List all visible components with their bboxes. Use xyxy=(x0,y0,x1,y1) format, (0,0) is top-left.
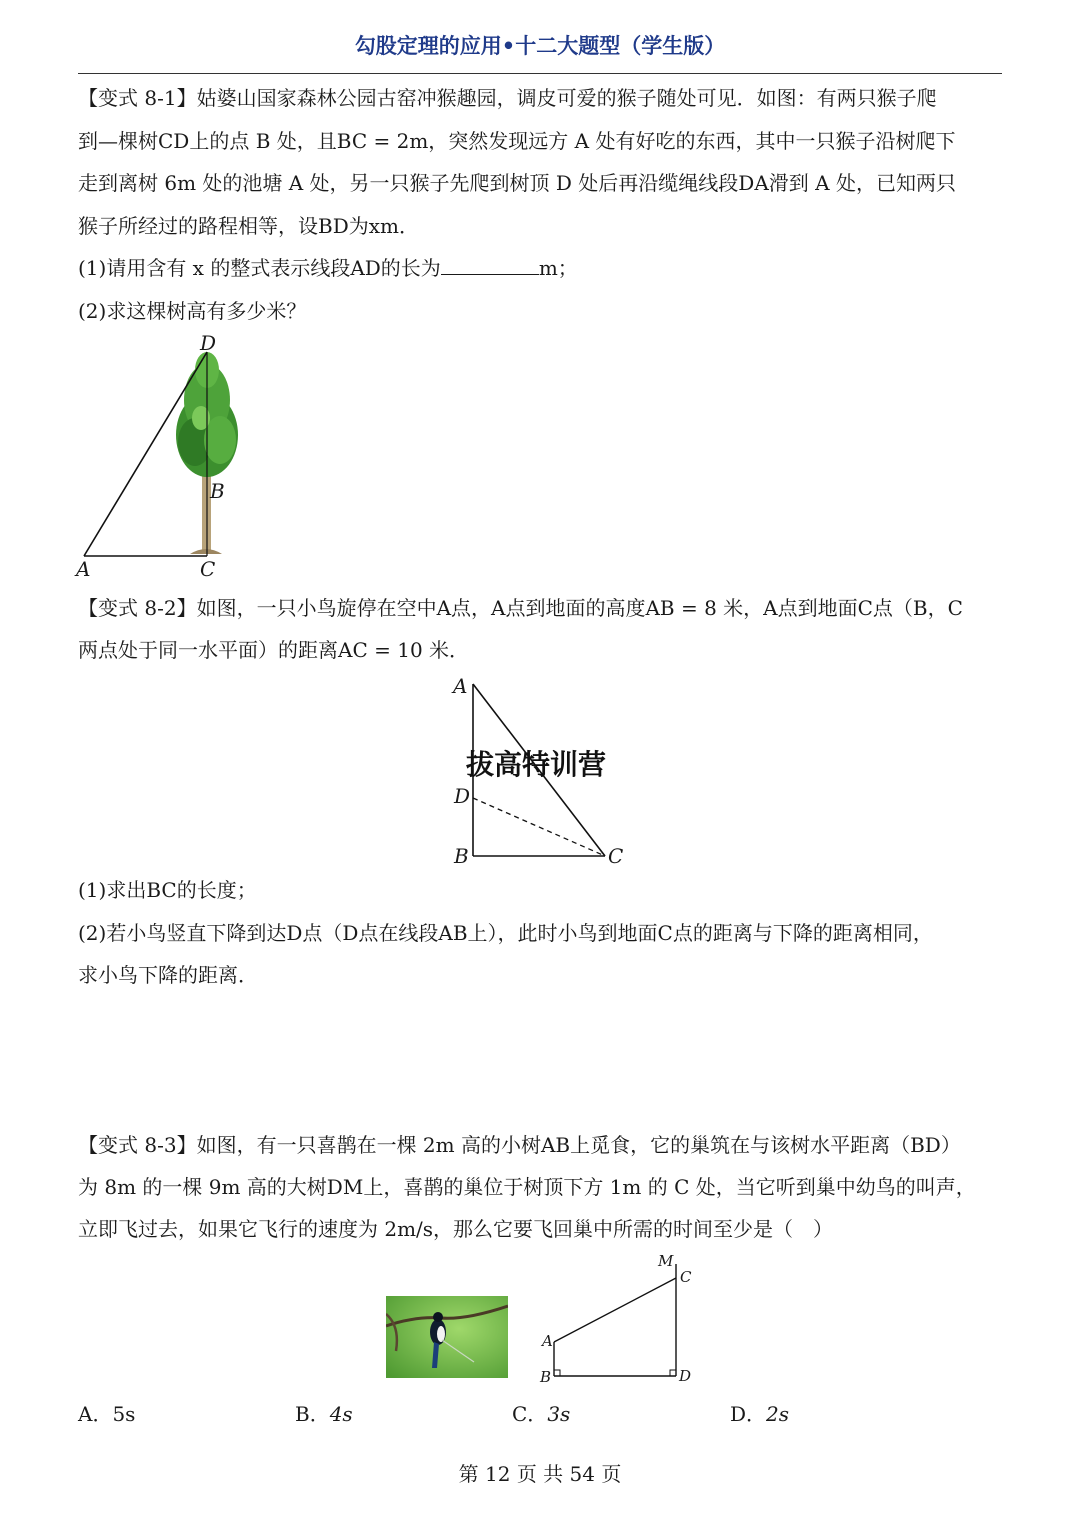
segment-ac xyxy=(554,1278,676,1342)
problem-8-1-question-2: (2)求这棵树高有多少米？ xyxy=(78,299,307,323)
problem-8-1-line-4: 猴子所经过的路程相等，设BD为xm． xyxy=(78,214,419,238)
label-a: A xyxy=(542,1332,553,1350)
right-angle-b xyxy=(554,1370,560,1376)
label-b: B xyxy=(210,479,225,503)
label-b: B xyxy=(454,844,469,868)
problem-8-1-line-3: 走到离树 6m 处的池塘 A 处，另一只猴子先爬到树顶 D 处后再沿缆绳线段DA滑到 A 处，已知两只 xyxy=(78,171,956,195)
problem-8-2-question-1: (1)求出BC的长度； xyxy=(78,878,257,902)
question-1-text: (1)请用含有 x 的整式表示线段AD的长为 xyxy=(78,256,441,280)
option-b-value: 4s xyxy=(329,1402,353,1426)
problem-8-3-line-3: 立即飞过去，如果它飞行的速度为 2m/s，那么它要飞回巢中所需的时间至少是（ ） xyxy=(78,1217,834,1241)
label-d: D xyxy=(679,1367,692,1385)
problem-8-2-line-2: 两点处于同一水平面）的距离AC = 10 米． xyxy=(78,638,470,662)
option-c-letter: C． xyxy=(512,1402,548,1426)
header-divider xyxy=(78,73,1002,74)
magpie-photo xyxy=(386,1296,508,1378)
tree-triangle-figure xyxy=(70,330,260,585)
option-c-value: 3s xyxy=(547,1402,571,1426)
segment-dc-dashed xyxy=(473,798,605,856)
option-a[interactable] xyxy=(78,1400,135,1428)
label-d: D xyxy=(454,784,471,808)
label-c: C xyxy=(680,1268,692,1286)
magpie-distance-figure xyxy=(532,1250,702,1390)
right-angle-d xyxy=(670,1370,676,1376)
label-c: C xyxy=(200,557,216,581)
problem-8-3-line-1: 【变式 8-3】如图，有一只喜鹊在一棵 2m 高的小树AB上觅食，它的巢筑在与该树水平距离（BD） xyxy=(78,1133,961,1157)
problem-8-1-line-2: 到—棵树CD上的点 B 处，且BC = 2m，突然发现远方 A 处有好吃的东西，其中一只猴子沿树爬下 xyxy=(78,129,956,153)
problem-8-3-line-2: 为 8m 的一棵 9m 高的大树DM上，喜鹊的巢位于树顶下方 1m 的 C 处，当它听到巢中幼鸟的叫声， xyxy=(78,1175,976,1199)
label-a: A xyxy=(453,674,468,698)
label-b: B xyxy=(540,1368,552,1386)
question-1-unit: m； xyxy=(538,256,578,280)
problem-8-1-question-1 xyxy=(78,254,1008,282)
label-c: C xyxy=(608,844,624,868)
page-footer: 第 12 页 共 54 页 xyxy=(458,1462,622,1486)
problem-8-2-question-2-line-1: (2)若小鸟竖直下降到达D点（D点在线段AB上），此时小鸟到地面C点的距离与下降的距离相同， xyxy=(78,921,933,945)
problem-8-1-line-1: 【变式 8-1】姑婆山国家森林公园古窑冲猴趣园，调皮可爱的猴子随处可见．如图：有两只猴子爬 xyxy=(78,86,937,110)
option-d-letter: D． xyxy=(730,1402,767,1426)
option-d-value: 2s xyxy=(766,1402,790,1426)
label-a: A xyxy=(76,557,91,581)
watermark-text: 拔高特训营 xyxy=(466,748,607,781)
label-d: D xyxy=(200,331,217,355)
problem-8-2-line-1: 【变式 8-2】如图，一只小鸟旋停在空中A点，A点到地面的高度AB = 8 米，A点到地面C点（B，C xyxy=(78,596,963,620)
option-a-letter: A． xyxy=(78,1402,113,1426)
page-header-title: 勾股定理的应用•十二大题型（学生版） xyxy=(354,34,726,58)
option-b-letter: B． xyxy=(295,1402,330,1426)
option-c[interactable] xyxy=(512,1400,570,1428)
option-d[interactable] xyxy=(730,1400,789,1428)
problem-8-2-question-2-line-2: 求小鸟下降的距离． xyxy=(78,963,258,987)
label-m: M xyxy=(658,1252,674,1270)
tree-roots xyxy=(190,549,222,554)
answer-blank[interactable] xyxy=(441,254,539,275)
option-b[interactable] xyxy=(295,1400,353,1428)
option-a-value: 5s xyxy=(112,1402,136,1426)
